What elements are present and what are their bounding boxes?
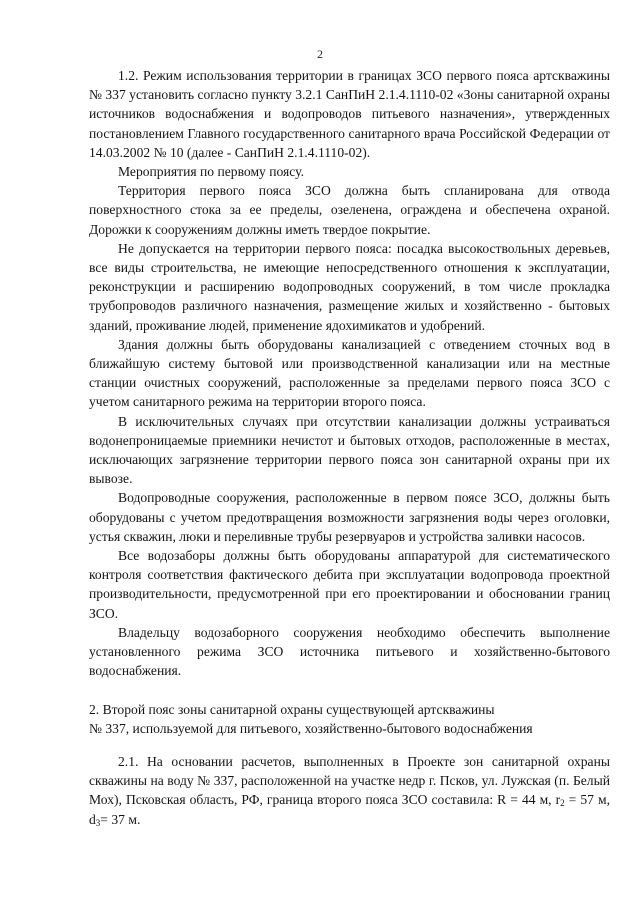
d3-value: = 37 м. [100,811,141,827]
r2-subscript: 2 [560,798,565,809]
section-2-heading-line-1: 2. Второй пояс зоны санитарной охраны существующей артскважины [89,701,495,717]
paragraph-owner-duty: Владельцу водозаборного сооружения необходимо обеспечить выполнение установленного режима ЗСО источника питьевого и хозяйственно-бытового водоснабжения. [89,624,610,679]
paragraph-1-2: 1.2. Режим использования территории в границах ЗСО первого пояса артскважины № 337 установить согласно пункту 3.2.1 СанПиН 2.1.4.1110-02 «Зоны санитарной охраны источников водоснабжения и водопроводов питьевого назначения», утвержденных постановлением Главного государственного санитарного врача Российской Федерации от 14.03.2002 № 10 (далее - СанПиН 2.1.4.1110-02). [89,68,610,160]
page-number: 2 [317,47,323,61]
paragraph-water-intakes: Все водозаборы должны быть оборудованы аппаратурой для систематического контроля соответствия фактического дебита при эксплуатации водопровода проектной производительности, предусмотренной при его проектировании и обосновании границ ЗСО. [89,548,610,621]
paragraph-water-structures: Водопроводные сооружения, расположенные в первом поясе ЗСО, должны быть оборудованы с учетом предотвращения возможности загрязнения воды через оголовки, устья скважин, люки и переливные трубы резервуаров и устройства заливки насосов. [89,490,610,544]
paragraph-prohibitions: Не допускается на территории первого пояса: посадка высокоствольных деревьев, все виды строительства, не имеющие непосредственного отношения к эксплуатации, реконструкции и расширению водопроводных сооружений, в том числе прокладка трубопроводов различного назначения, размещение жилых и хозяйственно - бытовых зданий, проживание людей, применение ядохимикатов и удобрений. [89,240,610,333]
paragraph-territory: Территория первого пояса ЗСО должна быть спланирована для отвода поверхностного стока за ее пределы, озеленена, ограждена и обеспечена охраной. Дорожки к сооружениям должны иметь твердое покрытие. [89,183,610,237]
paragraph-exceptional-cases: В исключительных случаях при отсутствии канализации должны устраиваться водонепроницаемые приемники нечистот и бытовых отходов, расположенные в местах, исключающих загрязнение территории первого пояса зон санитарной охраны при их вывозе. [89,413,610,487]
paragraph-2-1 [89,752,610,829]
section-2-heading-line-2: № 337, используемой для питьевого, хозяйственно-бытового водоснабжения [89,720,533,736]
document-body [89,66,610,829]
r2-value: = 57 м, d [89,792,610,827]
paragraph-2-1-text: 2.1. На основании расчетов, выполненных в Проекте зон санитарной охраны скважины на воду № 337, расположенной на участке недр г. Псков, ул. Лужская (п. Белый Мох), Псковская область, РФ, граница второго пояса ЗСО составила: R = 44 м, r [89,753,610,808]
paragraph-first-zone-measures: Мероприятия по первому поясу. [118,164,304,180]
paragraph-sewerage: Здания должны быть оборудованы канализацией с отведением сточных вод в ближайшую систему бытовой или производственной канализации или на местные станции очистных сооружений, расположенные за пределами первого пояса ЗСО с учетом санитарного режима на территории второго пояса. [89,336,610,410]
d3-subscript: 3 [95,817,101,828]
